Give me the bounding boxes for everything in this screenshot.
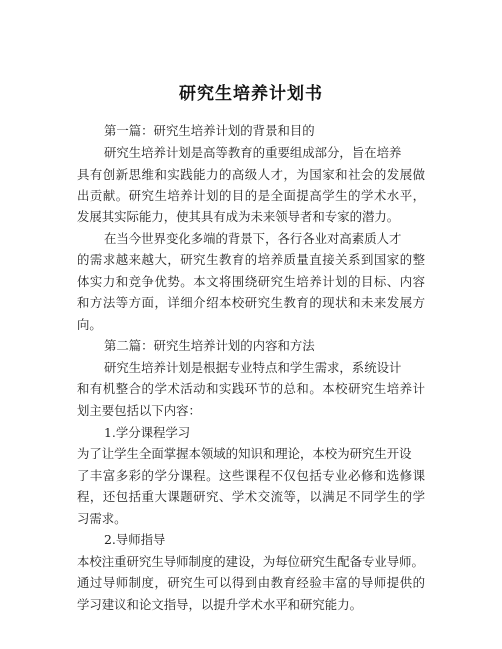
- paragraph-line: 了丰富多彩的学分课程。这些课程不仅包括专业必修和选修课: [77, 468, 425, 483]
- list-item-heading-2: 2.导师指导: [104, 532, 166, 547]
- list-item-heading-1: 1.学分课程学习: [104, 425, 191, 440]
- paragraph-line: 向。: [77, 317, 102, 332]
- paragraph-line: 出贡献。研究生培养计划的目的是全面提高学生的学术水平，: [77, 188, 425, 203]
- paragraph-line: 通过导师制度，研究生可以得到由教育经验丰富的导师提供的: [77, 575, 425, 590]
- paragraph-line: 为了让学生全面掌握本领域的知识和理论，本校为研究生开设: [77, 446, 412, 461]
- paragraph-line: 和方法等方面，详细介绍本校研究生教育的现状和未来发展方: [77, 295, 425, 310]
- paragraph-line: 和有机整合的学术活动和实践环节的总和。本校研究生培养计: [77, 381, 425, 396]
- paragraph-line: 研究生培养计划是高等教育的重要组成部分，旨在培养: [104, 145, 402, 160]
- paragraph-line: 研究生培养计划是根据专业特点和学生需求，系统设计: [104, 360, 402, 375]
- paragraph-line: 习需求。: [77, 511, 127, 526]
- paragraph-line: 具有创新思维和实践能力的高级人才，为国家和社会的发展做: [77, 167, 425, 182]
- section-heading-2: 第二篇：研究生培养计划的内容和方法: [104, 338, 315, 353]
- paragraph-line: 在当今世界变化多端的背景下，各行各业对高素质人才: [104, 231, 402, 246]
- section-heading-1: 第一篇：研究生培养计划的背景和目的: [104, 123, 315, 138]
- paragraph-line: 发展其实际能力，使其具有成为未来领导者和专家的潜力。: [77, 209, 400, 224]
- paragraph-line: 体实力和竞争优势。本文将围绕研究生培养计划的目标、内容: [77, 274, 425, 289]
- paragraph-line: 划主要包括以下内容：: [77, 403, 201, 418]
- document-title: 研究生培养计划书: [179, 84, 323, 104]
- paragraph-line: 学习建议和论文指导，以提升学术水平和研究能力。: [77, 597, 362, 612]
- paragraph-line: 程，还包括重大课题研究、学术交流等，以满足不同学生的学: [77, 489, 425, 504]
- paragraph-line: 本校注重研究生导师制度的建设，为每位研究生配备专业导师。: [77, 554, 424, 569]
- paragraph-line: 的需求越来越大，研究生教育的培养质量直接关系到国家的整: [77, 252, 425, 267]
